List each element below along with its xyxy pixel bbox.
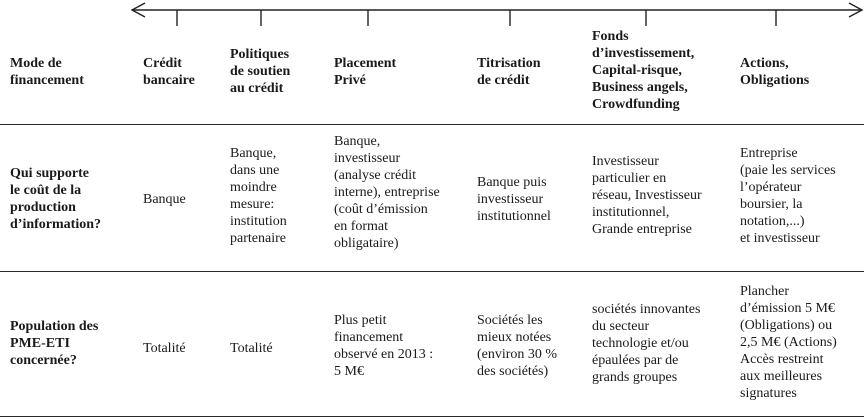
cell-row2-placement-prive: Plus petit financement observé en 2013 : 5 M€: [334, 313, 434, 379]
cell-row1-politiques: Banque, dans une moindre mesure: institution partenaire: [230, 146, 287, 246]
header-titrisation-de-credit: Titrisation de crédit: [477, 56, 541, 88]
header-placement-prive: Placement Privé: [334, 56, 397, 88]
cell-row1-credit-bancaire: Banque: [143, 192, 186, 207]
cell-row1-titrisation: Banque puis investisseur institutionnel: [477, 175, 551, 224]
header-politiques-de-soutien: Politiques de soutien au crédit: [230, 47, 291, 96]
header-separator-line: [0, 124, 864, 125]
row-separator-line: [0, 271, 864, 272]
cell-row1-fonds: Investisseur particulier en réseau, Investisseur institutionnel, Grande entreprise: [592, 154, 702, 237]
cell-row2-politiques: Totalité: [230, 341, 273, 356]
cell-row1-actions: Entreprise (paie les services l’opérateur boursier, la notation,...) et investisseur: [740, 146, 836, 246]
cell-row2-actions: Plancher d’émission 5 M€ (Obligations) ou 2,5 M€ (Actions) Accès restreint aux meilleures signatures: [740, 284, 837, 401]
cell-row2-fonds: sociétés innovantes du secteur technologie et/ou épaulées par de grands groupes: [592, 302, 701, 385]
header-fonds-investissement: Fonds d’investissement, Capital-risque, Business angels, Crowdfunding: [592, 29, 695, 112]
cell-row2-credit-bancaire: Totalité: [143, 341, 186, 356]
bottom-line: [0, 416, 864, 417]
cell-row1-placement-prive: Banque, investisseur (analyse crédit interne), entreprise (coût d’émission en format obligataire): [334, 134, 440, 251]
row-label-cout-information: Qui supporte le coût de la production d’information?: [10, 166, 101, 232]
header-credit-bancaire: Crédit bancaire: [143, 56, 195, 88]
header-actions-obligations: Actions, Obligations: [740, 56, 810, 88]
row-label-population: Population des PME-ETI concernée?: [10, 319, 99, 368]
cell-row2-titrisation: Sociétés les mieux notées (environ 30 % des sociétés): [477, 313, 558, 379]
header-mode-de-financement: Mode de financement: [10, 56, 84, 88]
double-arrow-axis: [0, 0, 864, 30]
